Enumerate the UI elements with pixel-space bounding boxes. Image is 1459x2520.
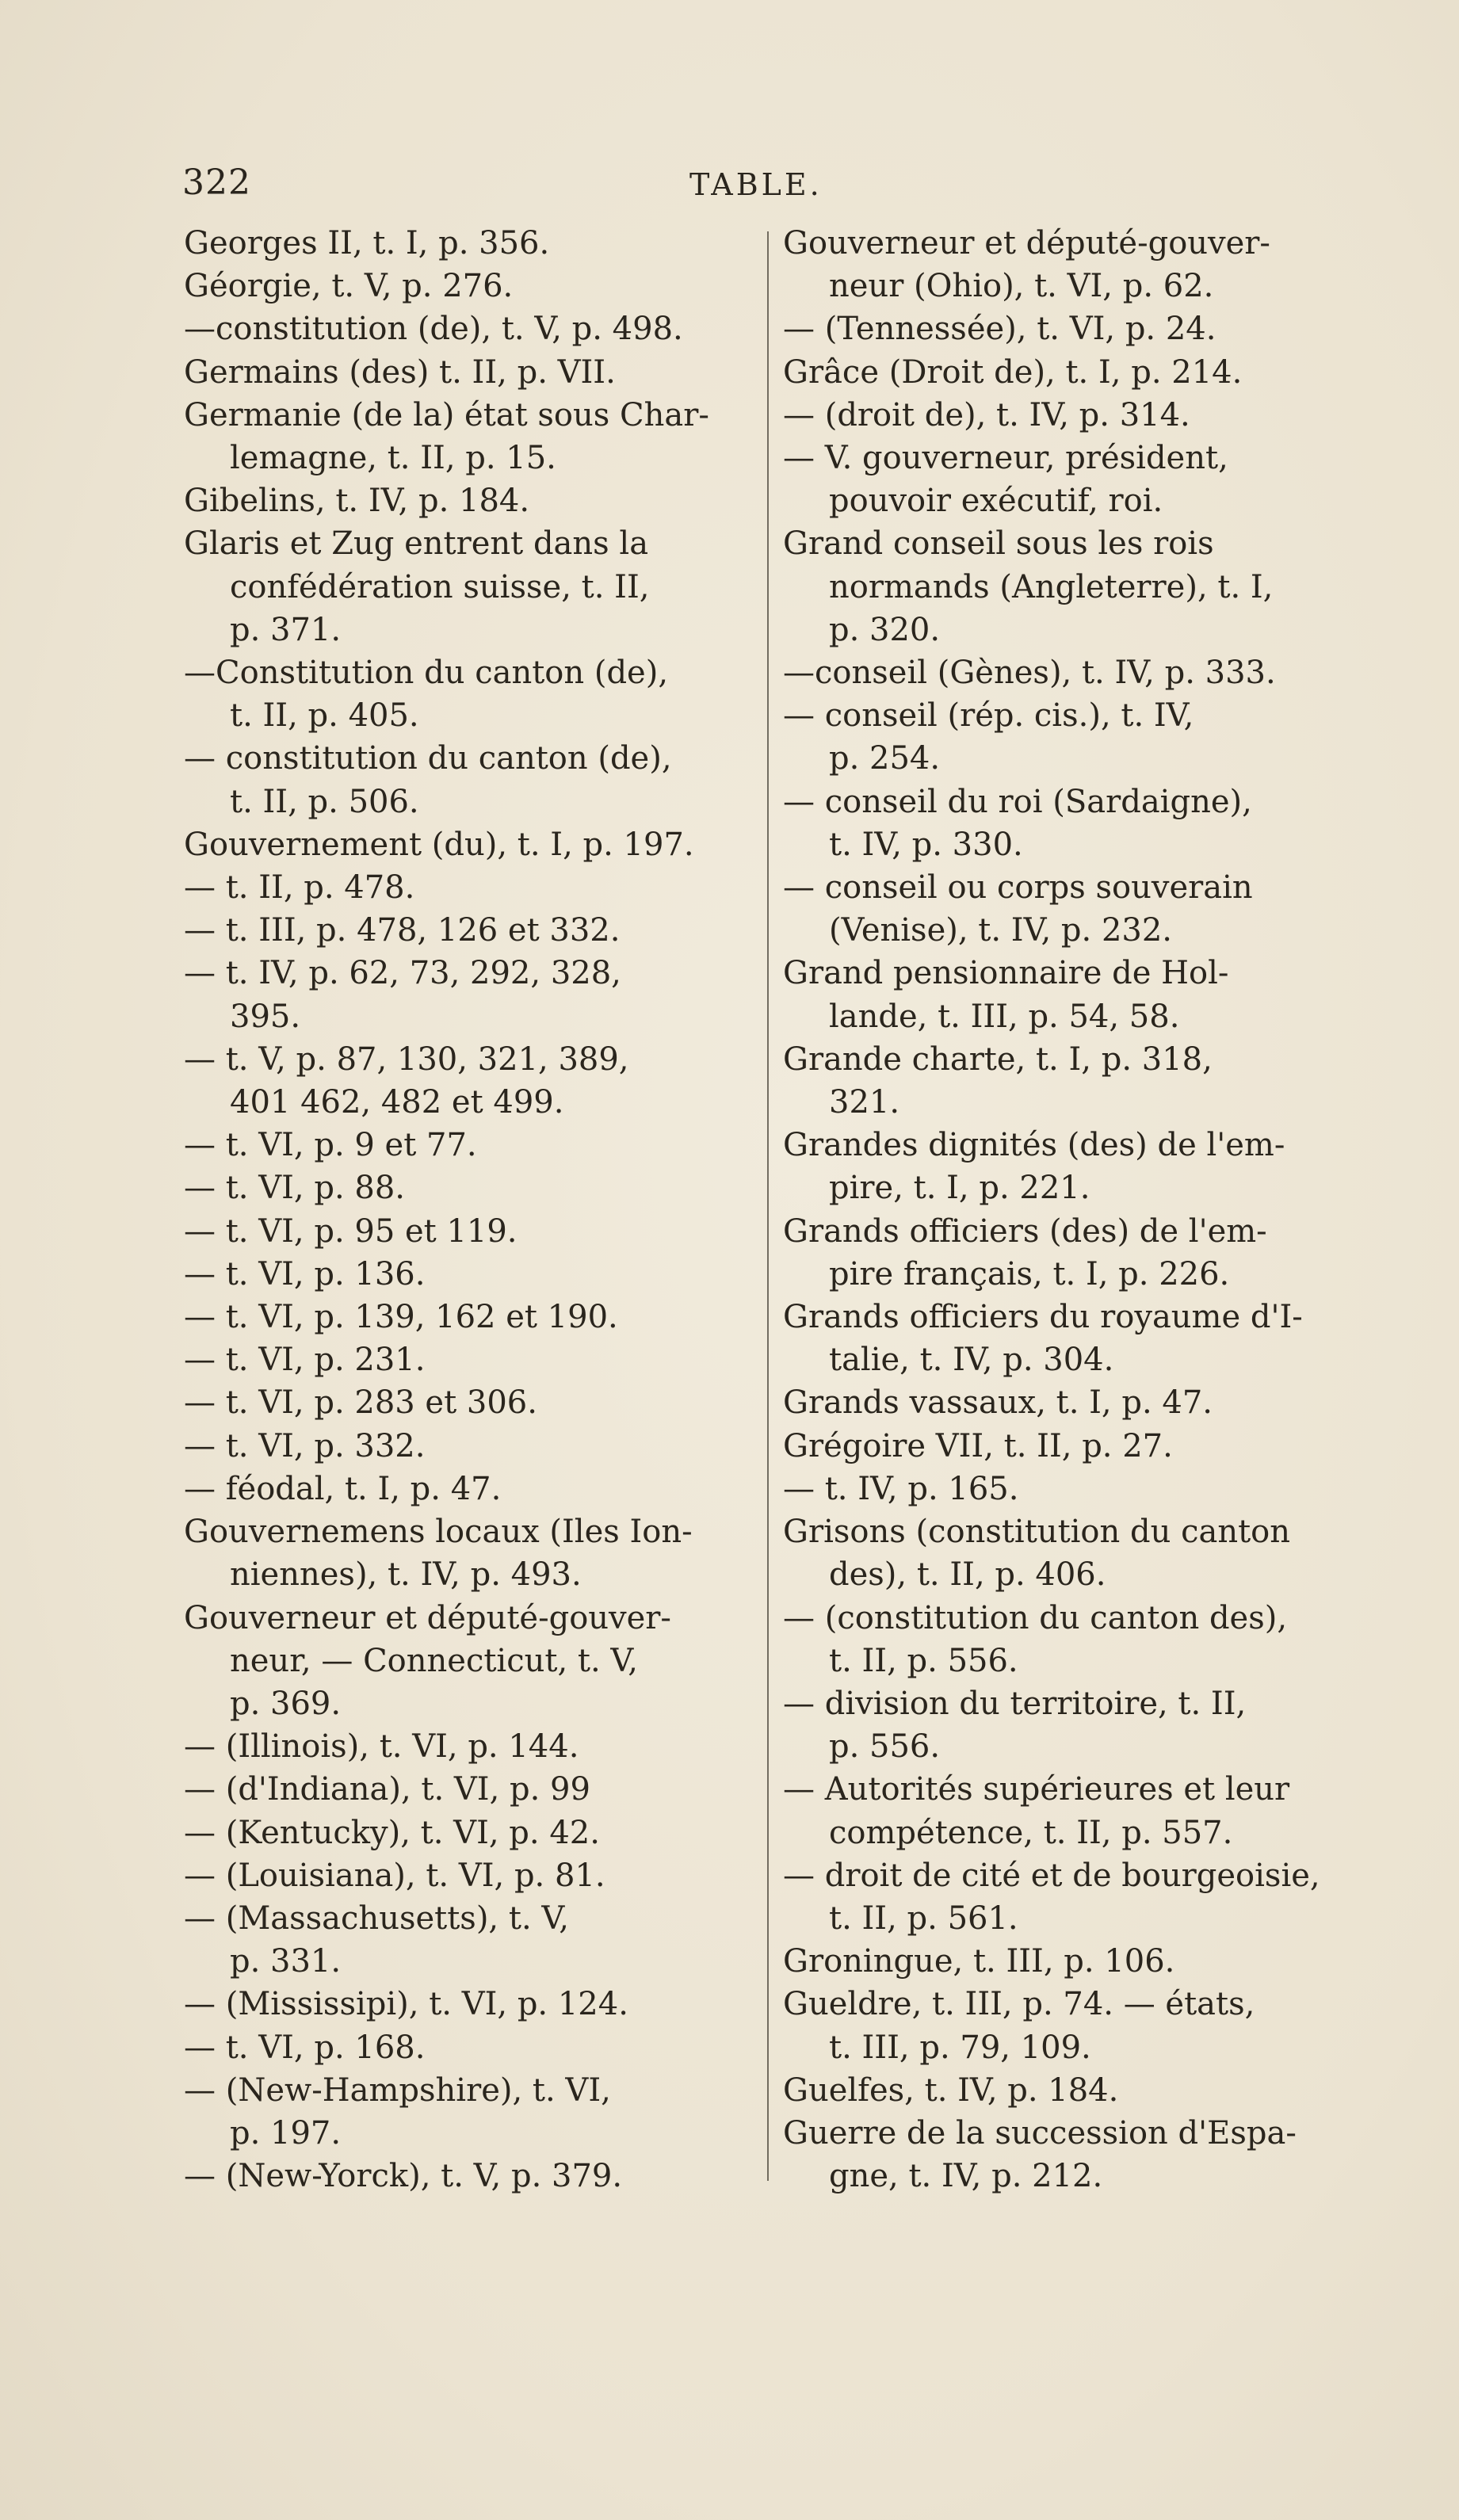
entry-line: Grandes dignités (des) de l'em-	[783, 1127, 1285, 1164]
index-entry	[184, 952, 754, 1037]
entry-line: Groningue, t. III, p. 106.	[783, 1943, 1175, 1980]
entry-line: — t. VI, p. 231.	[184, 1342, 426, 1379]
index-entry	[783, 351, 1354, 394]
entry-continuation-line: p. 331.	[230, 1943, 342, 1980]
index-entry	[783, 1038, 1354, 1124]
index-entry	[184, 1124, 754, 1166]
page-number: 322	[182, 162, 251, 203]
entry-line: Grand pensionnaire de Hol-	[783, 955, 1229, 992]
index-entry	[184, 522, 754, 651]
entry-line: — conseil (rép. cis.), t. IV,	[783, 697, 1194, 735]
index-entry	[184, 1166, 754, 1209]
index-entry	[184, 351, 754, 394]
index-entry	[184, 1338, 754, 1381]
entry-continuation-line: lemagne, t. II, p. 15.	[230, 440, 556, 477]
index-entry	[783, 222, 1354, 307]
index-entry	[184, 1983, 754, 2026]
index-entry	[184, 909, 754, 952]
entry-line: — (Tennessée), t. VI, p. 24.	[783, 311, 1216, 348]
index-entry	[783, 522, 1354, 651]
index-entry	[783, 952, 1354, 1037]
entry-line: — (Mississipi), t. VI, p. 124.	[184, 1986, 628, 2023]
entry-line: — (Kentucky), t. VI, p. 42.	[184, 1814, 600, 1851]
entry-continuation-line: pire, t. I, p. 221.	[829, 1170, 1090, 1207]
index-entry	[184, 2155, 754, 2197]
entry-line: Guelfes, t. IV, p. 184.	[783, 2071, 1119, 2109]
index-entry	[184, 1725, 754, 1768]
index-entry	[783, 437, 1354, 522]
entry-continuation-line: t. II, p. 561.	[829, 1900, 1018, 1937]
index-entry	[783, 866, 1354, 952]
entry-line: Grands officiers (des) de l'em-	[783, 1212, 1267, 1250]
entry-line: — (Louisiana), t. VI, p. 81.	[184, 1857, 605, 1894]
entry-line: — (New-Hampshire), t. VI,	[184, 2071, 611, 2109]
entry-line: Grands officiers du royaume d'I-	[783, 1299, 1303, 1336]
entry-line: —conseil (Gènes), t. IV, p. 333.	[783, 655, 1276, 692]
entry-line: — constitution du canton (de),	[184, 740, 672, 777]
index-entry	[184, 1854, 754, 1897]
entry-line: — t. VI, p. 332.	[184, 1427, 426, 1464]
index-column-left	[184, 222, 754, 2197]
entry-continuation-line: lande, t. III, p. 54, 58.	[829, 998, 1180, 1035]
entry-continuation-line: p. 320.	[829, 611, 941, 648]
index-entry	[783, 1510, 1354, 1596]
entry-continuation-line: pire français, t. I, p. 226.	[829, 1255, 1230, 1292]
entry-continuation-line: 401 462, 482 et 499.	[230, 1084, 564, 1121]
index-entry	[184, 1038, 754, 1124]
index-entry	[783, 1124, 1354, 1209]
entry-line: — droit de cité et de bourgeoisie,	[783, 1857, 1320, 1894]
index-entry	[783, 1940, 1354, 1983]
entry-continuation-line: t. II, p. 506.	[230, 783, 419, 820]
entry-line: Grands vassaux, t. I, p. 47.	[783, 1384, 1213, 1422]
entry-line: Guerre de la succession d'Espa-	[783, 2114, 1297, 2152]
entry-line: Gouverneur et député-gouver-	[184, 1599, 671, 1636]
entry-line: — Autorités supérieures et leur	[783, 1771, 1290, 1808]
entry-continuation-line: t. II, p. 405.	[230, 697, 419, 735]
index-entry	[184, 265, 754, 307]
entry-line: — division du territoire, t. II,	[783, 1685, 1247, 1722]
entry-continuation-line: confédération suisse, t. II,	[230, 568, 650, 605]
entry-continuation-line: neur (Ohio), t. VI, p. 62.	[829, 268, 1214, 305]
index-entry	[184, 2026, 754, 2069]
index-entry	[184, 823, 754, 866]
index-entry	[783, 1768, 1354, 1854]
entry-line: Grisons (constitution du canton	[783, 1514, 1290, 1551]
entry-line: — t. VI, p. 88.	[184, 1170, 405, 1207]
entry-line: — féodal, t. I, p. 47.	[184, 1470, 502, 1507]
entry-line: — conseil du roi (Sardaigne),	[783, 783, 1252, 820]
index-entry	[184, 394, 754, 479]
entry-line: — (Massachusetts), t. V,	[184, 1900, 569, 1937]
index-entry	[184, 1510, 754, 1596]
entry-line: — t. IV, p. 62, 73, 292, 328,	[184, 955, 621, 992]
entry-line: Grégoire VII, t. II, p. 27.	[783, 1427, 1173, 1464]
index-entry	[783, 694, 1354, 780]
entry-line: Gibelins, t. IV, p. 184.	[184, 483, 530, 520]
entry-line: — t. VI, p. 136.	[184, 1255, 426, 1292]
index-entry	[783, 1983, 1354, 2068]
index-entry	[184, 479, 754, 522]
entry-continuation-line: p. 197.	[230, 2114, 342, 2152]
index-entry	[184, 1296, 754, 1338]
entry-line: Géorgie, t. V, p. 276.	[184, 268, 514, 305]
index-entry	[783, 1381, 1354, 1424]
entry-line: Germains (des) t. II, p. VII.	[184, 353, 616, 391]
index-entry	[783, 307, 1354, 350]
page-header	[182, 162, 1323, 218]
entry-continuation-line: 321.	[829, 1084, 900, 1121]
index-entry	[783, 2112, 1354, 2197]
index-entry	[184, 866, 754, 909]
index-entry	[783, 2069, 1354, 2112]
entry-continuation-line: niennes), t. IV, p. 493.	[230, 1556, 582, 1594]
index-entry	[184, 1425, 754, 1468]
entry-continuation-line: normands (Angleterre), t. I,	[829, 568, 1274, 605]
entry-line: Glaris et Zug entrent dans la	[184, 525, 649, 563]
entry-continuation-line: pouvoir exécutif, roi.	[829, 483, 1163, 520]
index-entry	[184, 1468, 754, 1510]
index-entry	[783, 1682, 1354, 1768]
entry-line: Georges II, t. I, p. 356.	[184, 225, 550, 262]
index-entry	[783, 1854, 1354, 1940]
index-entry	[783, 781, 1354, 866]
entry-line: — (droit de), t. IV, p. 314.	[783, 396, 1190, 433]
entry-line: — t. VI, p. 95 et 119.	[184, 1212, 518, 1250]
entry-line: — t. VI, p. 9 et 77.	[184, 1127, 477, 1164]
index-entry	[184, 1597, 754, 1726]
entry-continuation-line: neur, — Connecticut, t. V,	[230, 1642, 638, 1679]
entry-line: —constitution (de), t. V, p. 498.	[184, 311, 683, 348]
index-entry	[783, 1425, 1354, 1468]
entry-continuation-line: t. III, p. 79, 109.	[829, 2029, 1091, 2066]
index-entry	[783, 394, 1354, 437]
entry-continuation-line: p. 369.	[230, 1685, 342, 1722]
entry-line: Grand conseil sous les rois	[783, 525, 1214, 563]
index-entry	[184, 2069, 754, 2155]
entry-line: — t. III, p. 478, 126 et 332.	[184, 912, 621, 949]
index-entry	[184, 1210, 754, 1253]
index-entry	[184, 737, 754, 823]
entry-line: Germanie (de la) état sous Char-	[184, 396, 709, 433]
index-entry	[783, 1210, 1354, 1296]
entry-line: Gouverneur et député-gouver-	[783, 225, 1270, 262]
index-column-right	[783, 222, 1354, 2197]
entry-line: — t. VI, p. 283 et 306.	[184, 1384, 537, 1422]
index-entry	[783, 1296, 1354, 1381]
entry-continuation-line: (Venise), t. IV, p. 232.	[829, 912, 1173, 949]
entry-line: Grâce (Droit de), t. I, p. 214.	[783, 353, 1243, 391]
entry-line: —Constitution du canton (de),	[184, 655, 669, 692]
index-entry	[783, 1468, 1354, 1510]
entry-continuation-line: p. 556.	[829, 1728, 941, 1766]
entry-line: — t. VI, p. 168.	[184, 2029, 426, 2066]
entry-continuation-line: compétence, t. II, p. 557.	[829, 1814, 1233, 1851]
entry-line: — conseil ou corps souverain	[783, 869, 1253, 907]
entry-continuation-line: gne, t. IV, p. 212.	[829, 2158, 1103, 2195]
entry-continuation-line: p. 371.	[230, 611, 342, 648]
entry-line: Gueldre, t. III, p. 74. — états,	[783, 1986, 1255, 2023]
entry-line: — t. IV, p. 165.	[783, 1470, 1019, 1507]
entry-line: — (Illinois), t. VI, p. 144.	[184, 1728, 579, 1766]
entry-continuation-line: talie, t. IV, p. 304.	[829, 1342, 1114, 1379]
index-entry	[184, 1253, 754, 1296]
entry-line: — t. VI, p. 139, 162 et 190.	[184, 1299, 618, 1336]
entry-line: — (New-Yorck), t. V, p. 379.	[184, 2158, 623, 2195]
index-entry	[184, 1381, 754, 1424]
index-entry	[184, 651, 754, 737]
index-entry	[184, 1768, 754, 1811]
entry-line: Grande charte, t. I, p. 318,	[783, 1040, 1213, 1078]
column-divider	[767, 231, 769, 2181]
index-entry	[783, 1597, 1354, 1682]
index-entry	[184, 1897, 754, 1983]
index-entry	[184, 1812, 754, 1854]
index-entry	[184, 307, 754, 350]
entry-line: — (d'Indiana), t. VI, p. 99	[184, 1771, 590, 1808]
entry-line: — t. V, p. 87, 130, 321, 389,	[184, 1040, 629, 1078]
index-entry	[783, 651, 1354, 694]
entry-line: — (constitution du canton des),	[783, 1599, 1288, 1636]
entry-continuation-line: des), t. II, p. 406.	[829, 1556, 1106, 1594]
entry-line: — t. II, p. 478.	[184, 869, 415, 907]
entry-continuation-line: t. II, p. 556.	[829, 1642, 1018, 1679]
entry-continuation-line: p. 254.	[829, 740, 941, 777]
entry-continuation-line: t. IV, p. 330.	[829, 826, 1023, 863]
entry-line: Gouvernemens locaux (Iles Ion-	[184, 1514, 693, 1551]
entry-line: — V. gouverneur, président,	[783, 440, 1228, 477]
entry-line: Gouvernement (du), t. I, p. 197.	[184, 826, 694, 863]
running-title: TABLE.	[689, 167, 823, 202]
entry-continuation-line: 395.	[230, 998, 301, 1035]
index-entry	[184, 222, 754, 265]
